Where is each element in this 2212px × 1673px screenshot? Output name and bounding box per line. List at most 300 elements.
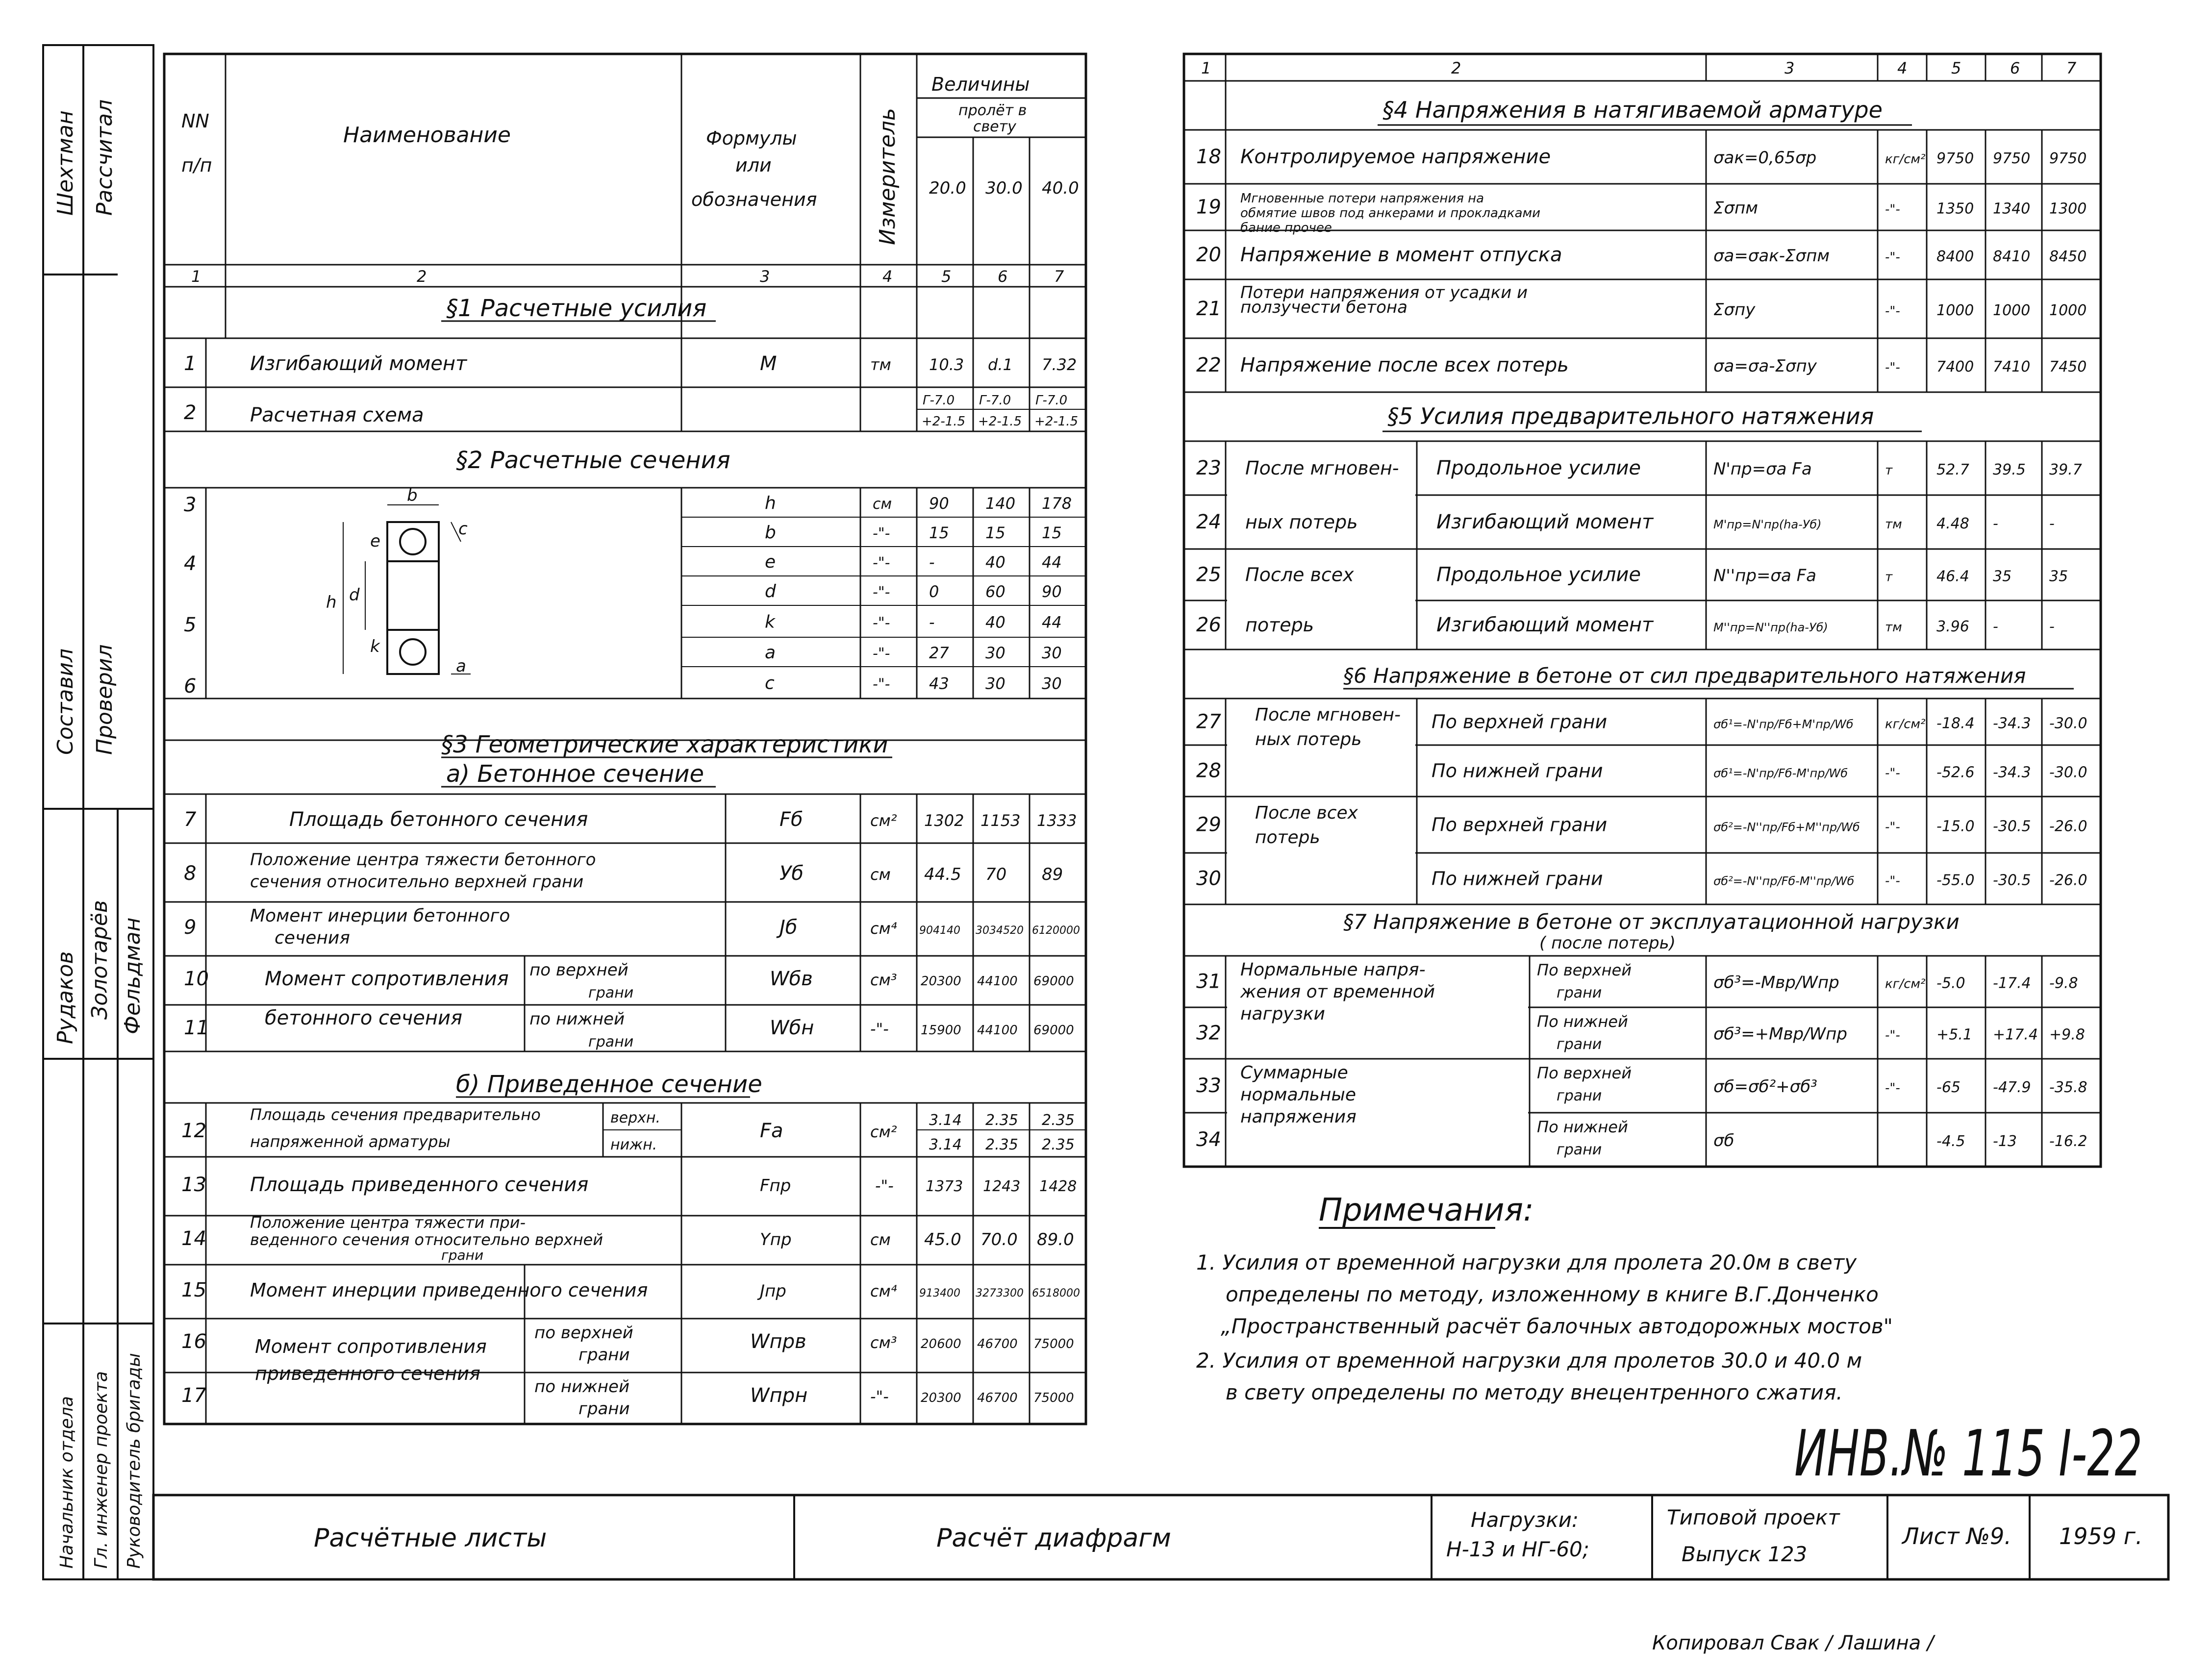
row-number: 5 [184, 614, 197, 636]
value-40: 1000 [2049, 302, 2087, 319]
colnum: 7 [2066, 59, 2077, 77]
value-20: 52.7 [1936, 461, 1969, 478]
value-40: 1428 [1039, 1178, 1077, 1195]
sidebar-name-1: Шехтман [53, 110, 78, 216]
row-sub: по верхней [529, 960, 628, 980]
value-30: 15 [985, 524, 1005, 542]
value-20: 15 [929, 524, 949, 542]
value-30: 70 [985, 865, 1007, 884]
sidebar-name-3: Рудаков [53, 951, 78, 1044]
value-20: 1350 [1936, 200, 1974, 218]
value-30: 46700 [977, 1391, 1018, 1405]
row-number: 1 [184, 352, 197, 375]
row-formula: Yпр [760, 1230, 792, 1249]
row-formula: σб=σб²+σб³ [1713, 1077, 1817, 1097]
value-40: 44 [1042, 553, 1062, 572]
value-20: 20300 [921, 1391, 961, 1405]
row-formula: d [765, 581, 776, 601]
note-line: определены по методу, изложенному в книге В.Г.Донченко [1226, 1282, 1879, 1306]
value-40: 69000 [1033, 1023, 1074, 1038]
colnum: 2 [417, 267, 427, 286]
row-name: Расчетная схема [250, 404, 424, 426]
row-formula: σак=0,65σр [1713, 148, 1817, 168]
row-unit: -"- [1885, 1028, 1900, 1043]
value-20: 3.14 [929, 1112, 962, 1129]
note-line: в свету определены по методу внецентренного сжатия. [1226, 1380, 1843, 1404]
value-20: 27 [929, 644, 949, 662]
value-40: 8450 [2049, 248, 2087, 265]
row-number: 16 [181, 1330, 206, 1353]
row-formula: Σσпу [1713, 300, 1756, 320]
row-number: 23 [1196, 457, 1221, 479]
value-30: -30.5 [1993, 872, 2031, 889]
row-unit: -"- [873, 584, 890, 601]
row-name: Момент сопротивления [255, 1336, 487, 1357]
colnum: 2 [1451, 59, 1461, 77]
value-20: Г-7.0 [923, 393, 955, 408]
row-formula: Wпрн [750, 1384, 808, 1407]
row-group: нагрузки [1240, 1004, 1325, 1024]
row-number: 4 [184, 552, 197, 575]
row-unit: -"- [1885, 820, 1900, 835]
value-40: Г-7.0 [1035, 393, 1068, 408]
value-20: +5.1 [1936, 1026, 1972, 1044]
row-number: 17 [181, 1384, 206, 1407]
value-40: -26.0 [2049, 872, 2087, 889]
row-number: 25 [1196, 563, 1221, 586]
row-sub: По нижней [1537, 1118, 1628, 1136]
row-name: Площадь сечения предварительно [250, 1105, 541, 1124]
colnum: 4 [1897, 59, 1908, 77]
value-30: -13 [1993, 1133, 2017, 1150]
value-30: 30 [985, 644, 1005, 662]
row-sub: грани [1557, 1036, 1602, 1053]
value-30: 140 [985, 494, 1016, 513]
row-name: сечения [275, 928, 350, 948]
sidebar-name-2: Составил [53, 648, 78, 755]
span-40: 40.0 [1042, 178, 1079, 198]
colnum: 4 [882, 267, 893, 286]
row-name: Момент инерции бетонного [250, 906, 510, 926]
sketch-label-a: a [456, 656, 466, 676]
sidebar-role-2: Проверил [92, 644, 117, 755]
sketch-label-d: d [349, 585, 360, 605]
row-formula: b [765, 523, 776, 543]
col-formula-3: обозначения [691, 189, 817, 210]
row-unit: см² [870, 811, 897, 830]
value-40: 7450 [2049, 358, 2087, 375]
inventory-number: ИНВ.№ 115 I-22 [1794, 1416, 2142, 1491]
value-30: 8410 [1993, 248, 2031, 265]
value-30: 44100 [977, 974, 1018, 989]
row-number: 31 [1196, 970, 1221, 993]
value-30: 2.35 [985, 1136, 1018, 1153]
sidebar-name-5: Фельдман [120, 917, 145, 1034]
row-sub: грани [1557, 1087, 1602, 1104]
row-group: потерь [1255, 827, 1320, 848]
row-number: 33 [1196, 1074, 1221, 1097]
row-sub: По верхней [1537, 1064, 1632, 1082]
value-40: 44 [1042, 613, 1062, 632]
row-formula: M'пр=N'пр(hа-Уб) [1713, 518, 1822, 531]
value-40: 2.35 [1042, 1136, 1075, 1153]
value-20: 1302 [924, 811, 964, 830]
row-number: 2 [184, 401, 197, 424]
row-formula: Jб [779, 916, 798, 939]
title-subject: Расчёт диафрагм [936, 1523, 1171, 1553]
row-unit: -"- [1885, 766, 1900, 781]
row-unit: см [873, 496, 892, 513]
row-number: 10 [184, 968, 209, 990]
row-number: 22 [1196, 354, 1221, 376]
row-name: Площадь приведенного сечения [250, 1174, 589, 1196]
row-formula: M [760, 352, 777, 375]
row-formula: Fа [760, 1120, 783, 1142]
value-40: 1300 [2049, 200, 2087, 218]
section-6-title: §6 Напряжение в бетоне от сил предварительного натяжения [1343, 664, 2026, 688]
sidebar-name-4: Золотарёв [87, 900, 112, 1020]
row-formula: c [765, 673, 775, 694]
value-40: 30 [1042, 674, 1062, 693]
row-group: После всех [1245, 564, 1354, 586]
row-unit: см [870, 865, 891, 884]
value-40: 6518000 [1032, 1287, 1080, 1299]
value-30: 3034520 [976, 924, 1024, 937]
row-formula: Wпрв [750, 1330, 806, 1353]
span-20: 20.0 [929, 178, 966, 198]
row-unit: см³ [870, 971, 897, 989]
value-40: 9750 [2049, 150, 2087, 167]
colnum: 7 [1054, 267, 1064, 286]
sidebar-role-4: Начальник отдела [57, 1396, 77, 1569]
value-40: 6120000 [1032, 924, 1080, 937]
row-number: 11 [184, 1017, 209, 1039]
value-20: 913400 [919, 1287, 960, 1299]
value-20: 3.14 [929, 1136, 962, 1153]
title-sheet-number: Лист №9. [1902, 1523, 2011, 1549]
subsection-b-title: б) Приведенное сечение [456, 1071, 762, 1098]
row-formula: N''пр=σа Fа [1713, 566, 1817, 586]
row-sub: грани [578, 1345, 630, 1365]
row-name: сечения относительно верхней грани [250, 872, 584, 892]
section-1-title: §1 Расчетные усилия [446, 295, 707, 322]
row-group: ных потерь [1255, 729, 1362, 749]
row-unit: см [870, 1230, 891, 1249]
value-40: 75000 [1033, 1337, 1074, 1351]
value-40: 1333 [1037, 811, 1077, 830]
notes-title: Примечания: [1319, 1192, 1534, 1228]
value-40: +9.8 [2049, 1026, 2085, 1044]
colnum: 3 [760, 267, 770, 286]
row-formula: σа=σа-Σσпу [1713, 356, 1817, 376]
colnum: 6 [998, 267, 1008, 286]
row-sub: верхн. [610, 1109, 661, 1126]
row-name: ползучести бетона [1240, 298, 1408, 317]
col-formula-2: или [735, 154, 772, 176]
right-table [1184, 54, 2101, 1167]
row-unit: -"- [1885, 1081, 1900, 1096]
value-30: 46700 [977, 1337, 1018, 1351]
value-20: +2-1.5 [922, 414, 966, 429]
value-30: 40 [985, 553, 1005, 572]
row-unit: т [1885, 463, 1893, 478]
value-20: -65 [1936, 1079, 1961, 1096]
row-number: 7 [184, 808, 197, 831]
row-formula: σб³=-Mвр/Wпр [1713, 973, 1839, 993]
row-number: 34 [1196, 1128, 1221, 1151]
sketch-label-b: b [407, 486, 418, 505]
value-20: 904140 [919, 924, 960, 937]
row-sub: грани [1557, 1141, 1602, 1158]
value-30: 1340 [1993, 200, 2031, 218]
row-unit: -"- [873, 645, 890, 662]
row-number: 3 [184, 494, 197, 516]
note-line: „Пространственный расчёт балочных автодорожных мостов" [1221, 1314, 1893, 1338]
value-40: 2.35 [1042, 1112, 1075, 1129]
row-number: 8 [184, 862, 197, 885]
row-formula: Σσпм [1713, 198, 1758, 218]
row-name: Контролируемое напряжение [1240, 146, 1551, 168]
colnum: 1 [1201, 59, 1211, 77]
row-unit: -"- [870, 1387, 889, 1406]
row-number: 14 [181, 1227, 206, 1250]
row-formula: Wбв [770, 968, 813, 990]
sketch-label-h: h [326, 593, 337, 612]
row-formula: σб³=+Mвр/Wпр [1713, 1024, 1847, 1044]
cross-section-sketch [343, 505, 471, 674]
subsection-a-title: а) Бетонное сечение [446, 760, 704, 788]
row-name: приведенного сечения [255, 1363, 480, 1384]
value-20: 3.96 [1936, 618, 1969, 635]
value-20: 8400 [1936, 248, 1974, 265]
row-group: После мгновен- [1245, 457, 1399, 479]
value-40: 15 [1042, 524, 1062, 542]
title-sheet-type: Расчётные листы [314, 1523, 547, 1553]
sidebar-role-5: Гл. инженер проекта [91, 1371, 111, 1569]
value-20: 4.48 [1936, 515, 1969, 532]
row-name: Площадь бетонного сечения [289, 808, 588, 831]
value-20: 43 [929, 674, 949, 693]
row-formula: h [765, 493, 776, 513]
value-30: 1153 [980, 811, 1021, 830]
row-name: Напряжение в момент отпуска [1240, 244, 1562, 266]
value-30: 35 [1993, 568, 2012, 585]
row-name: Потери напряжения от усадки и [1240, 283, 1528, 302]
value-40: 90 [1042, 582, 1062, 601]
row-number: 15 [181, 1279, 206, 1301]
row-formula: σб [1713, 1131, 1734, 1150]
value-40: 7.32 [1042, 355, 1077, 374]
row-name: Положение центра тяжести при- [250, 1213, 526, 1232]
row-group: После мгновен- [1255, 705, 1401, 725]
row-number: 13 [181, 1174, 206, 1196]
section-2-title: §2 Расчетные сечения [456, 447, 730, 474]
row-formula: k [765, 612, 775, 632]
note-line: 2. Усилия от временной нагрузки для пролетов 30.0 и 40.0 м [1196, 1348, 1862, 1373]
row-name: Мгновенные потери напряжения на [1240, 191, 1484, 206]
title-block [153, 1495, 2168, 1579]
value-40: +2-1.5 [1034, 414, 1079, 429]
row-name: По верхней грани [1432, 711, 1608, 733]
row-sub: нижн. [610, 1136, 657, 1153]
value-30: 1000 [1993, 302, 2031, 319]
sidebar-stamp [43, 45, 153, 1579]
row-name: Продольное усилие [1436, 563, 1641, 586]
row-formula: Fпр [760, 1176, 791, 1196]
section-3-title: §3 Геометрические характеристики [441, 731, 888, 758]
value-20: 0 [929, 582, 939, 601]
span-30: 30.0 [985, 178, 1023, 198]
row-unit: -"- [873, 675, 890, 693]
row-formula: Wбн [770, 1017, 814, 1039]
row-group: жения от временной [1240, 982, 1435, 1002]
row-name: Момент инерции приведенного сечения [250, 1279, 648, 1301]
row-name: бание прочее [1240, 221, 1332, 235]
value-40: 89 [1042, 865, 1063, 884]
title-project-1: Типовой проект [1667, 1505, 1840, 1529]
row-sub: грани [588, 984, 634, 1001]
row-name: Напряжение после всех потерь [1240, 354, 1569, 376]
value-40: - [2049, 618, 2055, 635]
value-30: 44100 [977, 1023, 1018, 1038]
value-20: 1000 [1936, 302, 1974, 319]
row-group: Нормальные напря- [1240, 960, 1426, 980]
row-number: 26 [1196, 614, 1221, 636]
title-loads-1: Нагрузки: [1471, 1508, 1579, 1532]
row-name: По верхней грани [1432, 814, 1608, 836]
row-sub: грани [588, 1033, 634, 1050]
value-30: 9750 [1993, 150, 2031, 167]
row-formula: Fб [779, 808, 803, 831]
row-unit: кг/см² [1885, 717, 1926, 732]
value-30: 30 [985, 674, 1005, 693]
colnum: 5 [1951, 59, 1961, 77]
colnum: 3 [1785, 59, 1795, 77]
value-30: -34.3 [1993, 715, 2031, 732]
colnum: 5 [941, 267, 952, 286]
row-unit: -"- [873, 525, 890, 542]
row-number: 9 [184, 916, 197, 939]
row-number: 29 [1196, 813, 1221, 836]
value-20: 44.5 [924, 865, 961, 884]
row-number: 24 [1196, 511, 1221, 533]
row-group: потерь [1245, 614, 1314, 636]
value-30: 60 [985, 582, 1005, 601]
section-7-subtitle: ( после потерь) [1539, 933, 1676, 953]
row-formula: Уб [779, 862, 804, 885]
value-30: +2-1.5 [978, 414, 1022, 429]
sidebar-role-6: Руководитель бригады [124, 1353, 144, 1569]
row-name: напряженной арматуры [250, 1132, 451, 1151]
row-sub: По нижней [1537, 1012, 1628, 1031]
row-name: По нижней грани [1432, 760, 1603, 782]
section-4-title: §4 Напряжения в натягиваемой арматуре [1382, 97, 1883, 123]
sketch-label-e: e [370, 531, 380, 551]
row-sub: по верхней [534, 1323, 633, 1343]
value-30: -34.3 [1993, 764, 2031, 781]
row-number: 19 [1196, 196, 1221, 219]
row-name: По нижней грани [1432, 868, 1603, 890]
row-unit: -"- [875, 1176, 894, 1195]
value-40: 30 [1042, 644, 1062, 662]
span-label-2: свету [973, 118, 1016, 135]
sidebar-role-1: Рассчитал [92, 99, 117, 216]
row-formula: a [765, 643, 776, 663]
row-group: напряжения [1240, 1107, 1357, 1127]
row-formula: e [765, 552, 776, 572]
section-5-title: §5 Усилия предварительного натяжения [1387, 403, 1874, 429]
value-20: 7400 [1936, 358, 1974, 375]
value-30: - [1993, 618, 1998, 635]
value-30: 2.35 [985, 1112, 1018, 1129]
row-group: Суммарные [1240, 1063, 1348, 1083]
row-sub: грани [1557, 984, 1602, 1001]
col-name-header: Наименование [343, 123, 511, 148]
row-formula: σб²=-N''пр/Fб+M''пр/Wб [1713, 820, 1860, 834]
value-20: 15900 [921, 1023, 961, 1038]
row-unit: кг/см² [1885, 976, 1926, 992]
value-30: 1243 [983, 1178, 1021, 1195]
value-20: -5.0 [1936, 974, 1965, 992]
left-table [164, 54, 1086, 1424]
title-loads-2: Н-13 и НГ-60; [1446, 1537, 1589, 1561]
row-unit: т [1885, 570, 1893, 585]
row-unit: кг/см² [1885, 152, 1926, 167]
value-20: - [929, 553, 935, 572]
row-name: Изгибающий момент [1436, 511, 1654, 533]
value-20: -15.0 [1936, 818, 1975, 835]
row-name: Изгибающий момент [250, 352, 467, 375]
value-40: 35 [2049, 568, 2068, 585]
row-unit: тм [1885, 620, 1902, 635]
value-30: -17.4 [1993, 974, 2031, 992]
value-30: -47.9 [1993, 1079, 2031, 1096]
col-nn-2: п/п [181, 154, 212, 176]
row-name: бетонного сечения [265, 1007, 463, 1029]
row-sub: грани [578, 1399, 630, 1419]
row-unit: -"- [870, 1020, 889, 1038]
title-year: 1959 г. [2059, 1523, 2143, 1549]
value-40: - [2049, 515, 2055, 532]
value-40: 75000 [1033, 1391, 1074, 1405]
section-7-title: §7 Напряжение в бетоне от эксплуатационной нагрузки [1343, 910, 1960, 934]
copied-by: Копировал Свак / Лашина / [1652, 1632, 1934, 1654]
row-sub: по нижней [534, 1377, 630, 1397]
row-number: 28 [1196, 759, 1221, 782]
value-20: 9750 [1936, 150, 1974, 167]
value-40: -9.8 [2049, 974, 2078, 992]
row-formula: σб²=-N''пр/Fб-M''пр/Wб [1713, 874, 1855, 888]
value-30: -30.5 [1993, 818, 2031, 835]
value-30: 7410 [1993, 358, 2031, 375]
row-unit: -"- [1885, 360, 1900, 375]
row-unit: -"- [1885, 250, 1900, 265]
value-40: -26.0 [2049, 818, 2087, 835]
value-20: -4.5 [1936, 1133, 1965, 1150]
row-number: 12 [181, 1120, 206, 1142]
row-unit: тм [870, 355, 891, 374]
note-line: 1. Усилия от временной нагрузки для пролета 20.0м в свету [1196, 1250, 1857, 1274]
value-20: 10.3 [929, 355, 964, 374]
sketch-label-c: c [458, 519, 468, 539]
row-number: 21 [1196, 298, 1221, 320]
value-20: -18.4 [1936, 715, 1975, 732]
value-20: 46.4 [1936, 568, 1969, 585]
row-unit: -"- [1885, 304, 1900, 319]
row-group: нормальные [1240, 1085, 1356, 1105]
row-name: веденного сечения относительно верхней [250, 1230, 603, 1249]
value-20: 20600 [921, 1337, 961, 1351]
